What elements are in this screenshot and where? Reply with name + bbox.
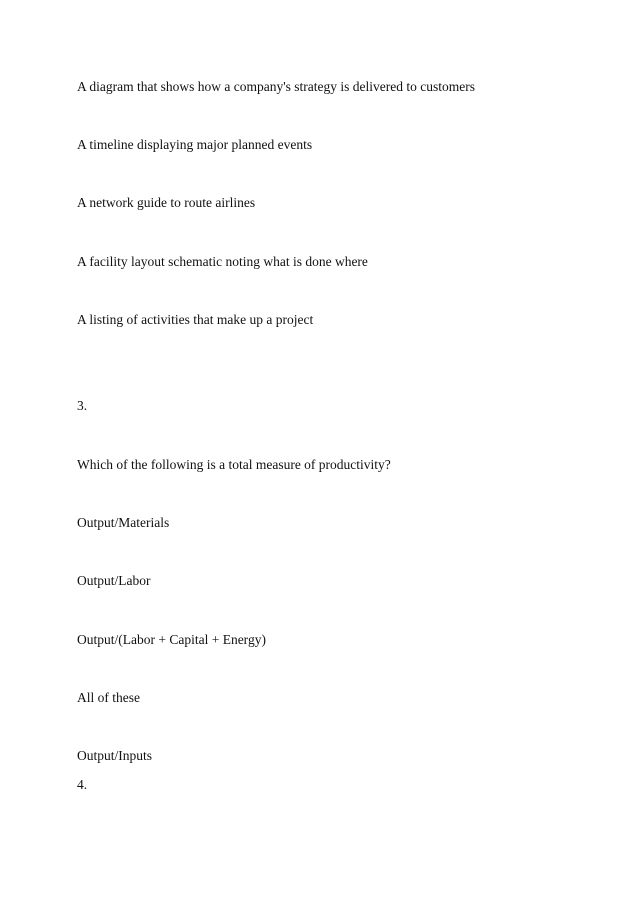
answer-option: A listing of activities that make up a project [77, 312, 314, 327]
answer-option: Output/Materials [77, 515, 170, 530]
answer-option: A diagram that shows how a company's strategy is delivered to customers [77, 79, 475, 94]
answer-option: Output/(Labor + Capital + Energy) [77, 632, 266, 647]
question-number: 4. [77, 777, 88, 792]
answer-option: A timeline displaying major planned events [77, 137, 313, 152]
question-text: Which of the following is a total measure of productivity? [77, 457, 391, 472]
answer-option: A facility layout schematic noting what is done where [77, 254, 368, 269]
question-number: 3. [77, 398, 88, 413]
answer-option: All of these [77, 690, 140, 705]
answer-option: Output/Labor [77, 573, 151, 588]
answer-option: A network guide to route airlines [77, 195, 256, 210]
answer-option: Output/Inputs [77, 748, 153, 763]
